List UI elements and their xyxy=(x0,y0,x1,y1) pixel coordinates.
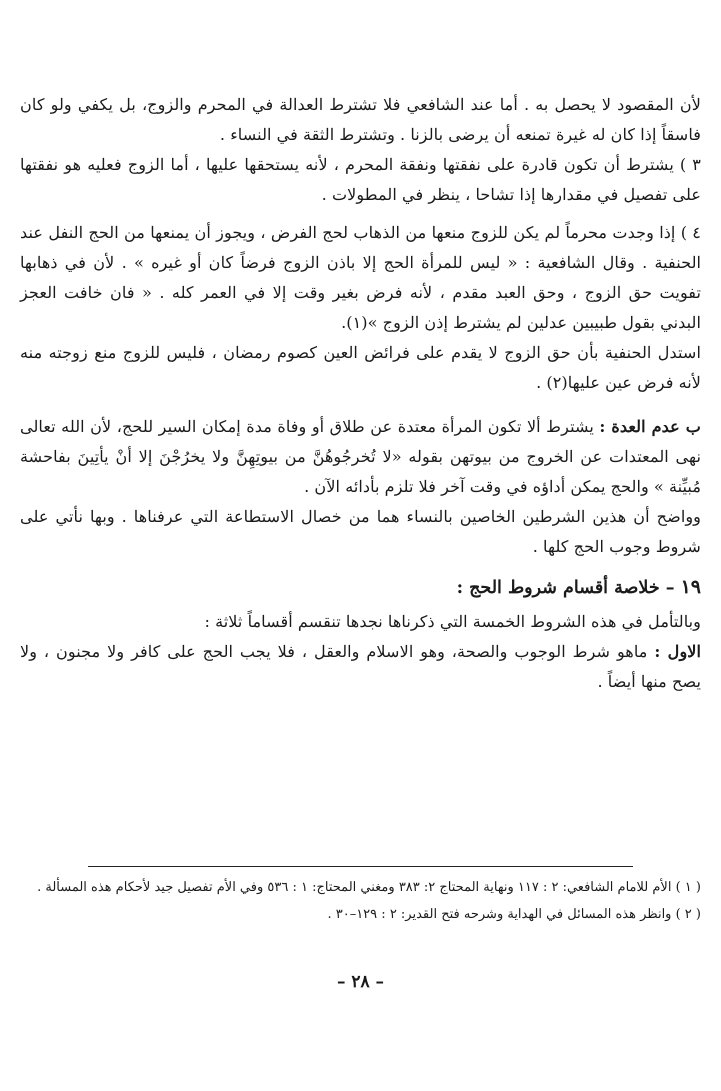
paragraph-reflection: وبالتأمل في هذه الشروط الخمسة التي ذكرناها نجدها تنقسم أقساماً ثلاثة : xyxy=(204,612,701,631)
paragraph-condition-4: ٤ ) إذا وجدت محرماً لم يكن للزوج منعها من الذهاب لحج الفرض ، ويجوز أن يمنعها من الحج النفل عند الحنفية . وقال الشافعية : « ليس للمرأة الحج إلا باذن الزوج فرضاً كان أو غيره » . لأن في ذهابها تفويت حق الزوج ، وحق العبد مقدم ، لأنه فرض بغير وقت إلا في العمر كله . « فان خافت العجز البدني بقول طبيبين عدلين لم يشترط إذن الزوج »(١). xyxy=(20,223,701,332)
paragraph-hanafi-evidence: استدل الحنفية بأن حق الزوج لا يقدم على فرائض العين كصوم رمضان ، فليس للزوج منع زوجته منه لأنه فرض عين عليها(٢) . xyxy=(20,343,701,392)
footnote-1: ( ١ ) الأم للامام الشافعي: ٢ : ١١٧ ونهاية المحتاج ٢: ٣٨٣ ومغني المحتاج: ١ : ٥٣٦ وفي الأم تفصيل جيد لأحكام هذه المسألة . xyxy=(37,880,701,895)
paragraph-no-iddah xyxy=(20,412,701,502)
paragraph-first-category xyxy=(20,637,701,697)
section-label-b: ب عدم العدة : xyxy=(599,417,701,436)
paragraph-no-iddah-text: يشترط ألا تكون المرأة معتدة عن طلاق أو وفاة مدة إمكان السير للحج، لأن الله تعالى نهى المعتدات عن الخروج من بيوتهن بقوله «لا تُخرجُوهُنَّ من بيوتِهِنَّ ولا يخرُجْنَ إلا أنْ يأتِينَ بفاحشة مُبيِّنة » والحج يمكن أداؤه في وقت آخر فلا تلزم بأدائه الآن . xyxy=(20,417,701,496)
section-title: – خلاصة أقسام شروط الحج : xyxy=(456,578,675,598)
section-heading xyxy=(20,572,701,603)
paragraph-summary: وواضح أن هذين الشرطين الخاصين بالنساء هما من خصال الاستطاعة التي عرفناها . وبها نأتي على شروط وجوب الحج كلها . xyxy=(20,507,701,556)
paragraph-condition-3: ٣ ) يشترط أن تكون قادرة على نفقتها ونفقة المحرم ، لأنه يستحقها عليها ، أما الزوج فعليه هو نفقتها على تفصيل في مقدارها إذا تشاحا ، ينظر في المطولات . xyxy=(20,155,701,204)
footnote-2: ( ٢ ) وانظر هذه المسائل في الهداية وشرحه فتح القدير: ٢ : ١٢٩–٣٠ . xyxy=(327,907,701,922)
section-number: ١٩ xyxy=(680,576,701,598)
main-text xyxy=(20,90,701,697)
footnotes xyxy=(20,874,701,928)
paragraph-continuation: لأن المقصود لا يحصل به . أما عند الشافعي فلا تشترط العدالة في المحرم والزوج، بل يكفي ولو كان فاسقاً إذا كان له غيرة تمنعه أن يرضى بالزنا . وتشترط الثقة في النساء . xyxy=(20,95,701,144)
first-category-label: الاول : xyxy=(654,642,701,661)
first-category-text: ماهو شرط الوجوب والصحة، وهو الاسلام والعقل ، فلا يجب الحج على كافر ولا مجنون ، ولا يصح منها أيضاً . xyxy=(20,642,701,691)
footnote-divider xyxy=(88,866,633,867)
page-number: – ٢٨ – xyxy=(336,972,385,992)
